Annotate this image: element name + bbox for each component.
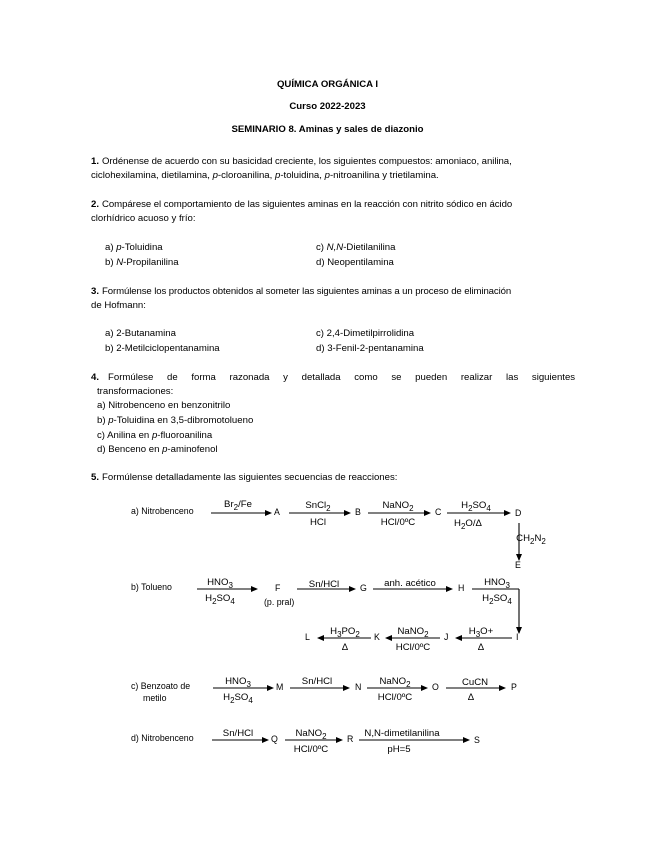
seq-a-reagent-4: $H_2SO_4$ xyxy=(461,500,491,513)
seq-c-start-line2: metilo xyxy=(143,693,167,703)
compound-f-note: (p. pral) xyxy=(264,597,295,607)
seq-b-reagent-6b: HCl/0ºC xyxy=(395,642,431,653)
seq-d-reagent-3: N,N-dimetilanilina xyxy=(364,728,440,739)
q4-option-a: a) Nitrobenceno en benzonitrilo xyxy=(97,400,231,411)
compound-r: R xyxy=(347,734,354,744)
compound-e: E xyxy=(515,560,521,570)
page-title: QUÍMICA ORGÁNICA I xyxy=(276,79,379,90)
seq-b-reagent-1: $HNO_3$ xyxy=(207,577,233,590)
q2-option-a: a) p-Toluidina xyxy=(105,242,163,253)
compound-b: B xyxy=(355,507,361,517)
seq-d-reagent-2: NaNO$_2$ xyxy=(295,728,327,741)
compound-o: O xyxy=(432,682,439,692)
q2-option-c: c) N,N-Dietilanilina xyxy=(316,242,396,253)
compound-f: F xyxy=(275,583,281,593)
seq-d-start: d) Nitrobenceno xyxy=(131,733,194,743)
compound-h: H xyxy=(458,583,465,593)
q1-line1: Ordénense de acuerdo con su basicidad creciente, los siguientes compuestos: amoniaco, anilina, xyxy=(102,156,512,167)
seq-b-reagent-5b: Δ xyxy=(477,642,485,653)
q2-line2: clorhídrico acuoso y frío: xyxy=(91,213,196,224)
compound-g: G xyxy=(360,583,367,593)
seq-b-reagent-1b: $H_2SO_4$ xyxy=(205,593,235,606)
seq-b-start: b) Tolueno xyxy=(131,582,172,592)
q4-number: 4. xyxy=(91,372,100,383)
seq-c-reagent-3: NaNO$_2$ xyxy=(379,676,411,689)
seq-b-reagent-5: $H_3O+$ xyxy=(468,626,494,639)
seq-d-reagent-2b: HCl/0ºC xyxy=(293,744,329,755)
seq-b-reagent-6: NaNO$_2$ xyxy=(397,626,429,639)
compound-m: M xyxy=(276,682,284,692)
seq-b-reagent-7: $H_3PO_2$ xyxy=(330,626,360,639)
q2-option-d: d) Neopentilamina xyxy=(316,257,394,268)
q4-option-c: c) Anilina en p-fluoroanilina xyxy=(97,430,213,441)
q3-number: 3. xyxy=(91,286,100,297)
q1-line2: ciclohexilamina, dietilamina, p-cloroanilina, p-toluidina, p-nitroanilina y trietilamina. xyxy=(91,170,439,181)
q2-option-b: b) N-Propilanilina xyxy=(105,257,179,268)
compound-q: Q xyxy=(271,734,278,744)
seq-c-reagent-1b: $H_2SO_4$ xyxy=(223,692,253,705)
compound-p: P xyxy=(511,682,517,692)
seq-c-reagent-4b: Δ xyxy=(467,692,475,703)
q3-option-d: d) 3-Fenil-2-pentanamina xyxy=(316,343,424,354)
seq-d-reagent-1: Sn/HCl xyxy=(222,728,254,739)
compound-j: J xyxy=(444,632,449,642)
q5-number: 5. xyxy=(91,472,100,483)
seq-c-reagent-4: CuCN xyxy=(461,677,489,688)
seq-c-reagent-3b: HCl/0ºC xyxy=(377,692,413,703)
seq-a-reagent-3b: HCl/0ºC xyxy=(380,517,416,528)
q3-line1: Formúlense los productos obtenidos al someter las siguientes aminas a un proceso de eliminación xyxy=(102,286,512,297)
course-year: Curso 2022-2023 xyxy=(289,101,366,112)
seq-a-reagent-2: SnCl$_2$ xyxy=(305,500,331,513)
q3-option-b: b) 2-Metilciclopentanamina xyxy=(105,343,220,354)
q4-option-b: b) p-Toluidina en 3,5-dibromotolueno xyxy=(97,415,254,426)
compound-d: D xyxy=(515,508,522,518)
seq-b-reagent-3: anh. acético xyxy=(384,578,436,589)
q1-number: 1. xyxy=(91,156,100,167)
seq-a-reagent-1: $Br_2/Fe$ xyxy=(224,499,252,512)
compound-k: K xyxy=(374,632,380,642)
q2-number: 2. xyxy=(91,199,100,210)
seq-b-reagent-7b: Δ xyxy=(341,642,349,653)
q2-line1: Compárese el comportamiento de las siguientes aminas en la reacción con nitrito sódico en ácido xyxy=(102,199,513,210)
seq-b-reagent-2: Sn/HCl xyxy=(308,579,340,590)
seq-c-start-line1: c) Benzoato de xyxy=(131,681,191,691)
q4-line2: transformaciones: xyxy=(97,386,174,397)
q3-option-c: c) 2,4-Dimetilpirrolidina xyxy=(316,328,415,339)
q3-option-a: a) 2-Butanamina xyxy=(105,328,176,339)
seq-c-reagent-1: $HNO_3$ xyxy=(225,676,251,689)
compound-i: I xyxy=(516,632,519,642)
compound-a: A xyxy=(274,507,280,517)
seq-a-start: a) Nitrobenceno xyxy=(131,506,194,516)
compound-n: N xyxy=(355,682,362,692)
seminar-title: SEMINARIO 8. Aminas y sales de diazonio xyxy=(231,124,424,135)
seq-c-reagent-2: Sn/HCl xyxy=(301,676,333,687)
q3-line2: de Hofmann: xyxy=(91,300,146,311)
compound-l: L xyxy=(305,632,310,642)
q4-line1: Formúlese de forma razonada y detallada como se pueden realizar las siguientes xyxy=(108,372,576,383)
seq-a-reagent-3: NaNO$_2$ xyxy=(382,500,414,513)
seq-b-reagent-4: $HNO_3$ xyxy=(484,577,510,590)
seq-b-reagent-4b: $H_2SO_4$ xyxy=(482,593,512,606)
compound-s: S xyxy=(474,735,480,745)
compound-c: C xyxy=(435,507,442,517)
q5-text: Formúlense detalladamente las siguientes secuencias de reacciones: xyxy=(102,472,398,483)
seq-a-reagent-5: $CH_2N_2$ xyxy=(516,533,546,546)
q4-option-d: d) Benceno en p-aminofenol xyxy=(97,444,218,455)
seq-d-reagent-3b: pH=5 xyxy=(387,744,411,755)
seq-a-reagent-2b: HCl xyxy=(310,517,326,528)
seq-a-reagent-4b: $H_2O/\Delta$ xyxy=(454,518,482,531)
